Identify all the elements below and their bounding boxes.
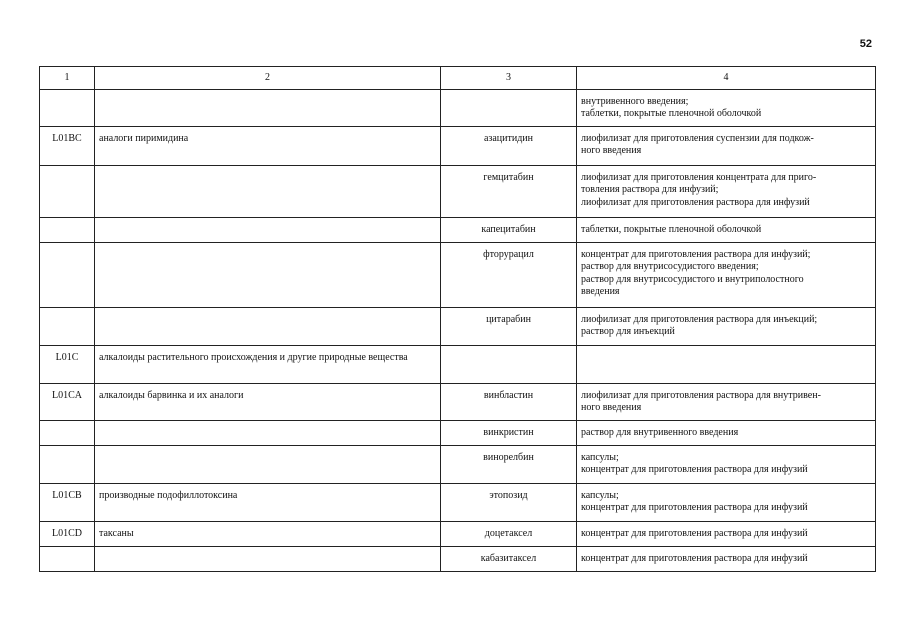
atc-code-cell: L01CD xyxy=(40,521,95,546)
drug-name-cell: винорелбин xyxy=(441,445,577,483)
dosage-form-line: раствор для инъекций xyxy=(581,326,675,337)
drug-name-cell: фторурацил xyxy=(441,242,577,307)
atc-code-cell xyxy=(40,217,95,242)
pharm-group-cell xyxy=(95,546,441,571)
dosage-form-line: таблетки, покрытые пленочной оболочкой xyxy=(581,223,762,235)
dosage-forms-cell xyxy=(577,217,876,242)
dosage-forms-cell xyxy=(577,383,876,420)
pharm-group-cell xyxy=(95,242,441,307)
dosage-forms-cell xyxy=(577,165,876,217)
dosage-forms-cell xyxy=(577,445,876,483)
drug-name-cell: винкристин xyxy=(441,420,577,445)
dosage-form-line: лиофилизат для приготовления раствора для инфузий xyxy=(581,196,810,208)
drug-name-cell xyxy=(441,89,577,126)
atc-code-cell xyxy=(40,242,95,307)
atc-code-cell xyxy=(40,546,95,571)
pharm-group-cell xyxy=(95,165,441,217)
dosage-form-line: раствор для внутривенного введения xyxy=(581,426,739,438)
drug-name-cell xyxy=(441,345,577,383)
dosage-forms-cell xyxy=(577,89,876,126)
dosage-forms-cell xyxy=(577,521,876,546)
dosage-form-line: концентрат для приготовления раствора для инфузий xyxy=(581,552,808,564)
header-col-1: 1 xyxy=(40,67,95,90)
table-row xyxy=(40,345,876,383)
drug-name-cell: винбластин xyxy=(441,383,577,420)
table-row xyxy=(40,483,876,521)
drug-name-cell: гемцитабин xyxy=(441,165,577,217)
dosage-form-line: капсулы; xyxy=(581,489,619,501)
table-row xyxy=(40,217,876,242)
drug-name-cell: цитарабин xyxy=(441,307,577,345)
dosage-form-line: лиофилизат для приготовления суспензии для подкож- xyxy=(581,132,814,144)
pharm-group-cell xyxy=(95,89,441,126)
pharm-group-cell: производные подофиллотоксина xyxy=(95,483,441,521)
table-body xyxy=(40,89,876,571)
pharm-group-cell xyxy=(95,307,441,345)
dosage-forms-cell xyxy=(577,126,876,165)
table-row xyxy=(40,242,876,307)
dosage-form-line: раствор для внутрисосудистого и внутриполостного xyxy=(581,273,804,285)
table-row xyxy=(40,126,876,165)
atc-code-cell: L01CA xyxy=(40,383,95,420)
drug-name-cell: кабазитаксел xyxy=(441,546,577,571)
pharm-group-cell: таксаны xyxy=(95,521,441,546)
drug-name-cell: этопозид xyxy=(441,483,577,521)
table-row xyxy=(40,445,876,483)
atc-code-cell xyxy=(40,89,95,126)
dosage-forms-cell xyxy=(577,345,876,383)
table-row xyxy=(40,165,876,217)
dosage-forms-cell xyxy=(577,483,876,521)
page-number: 52 xyxy=(859,38,872,50)
pharm-group-cell xyxy=(95,217,441,242)
dosage-forms-cell xyxy=(577,307,876,345)
dosage-forms-cell xyxy=(577,242,876,307)
dosage-form-line: ного введения xyxy=(581,145,642,156)
dosage-form-line: концентрат для приготовления раствора для инфузий; xyxy=(581,248,811,260)
dosage-form-line: таблетки, покрытые пленочной оболочкой xyxy=(581,108,762,119)
dosage-form-line: лиофилизат для приготовления раствора для инъекций; xyxy=(581,313,818,325)
dosage-form-line: концентрат для приготовления раствора для инфузий xyxy=(581,527,808,539)
drug-name-cell: капецитабин xyxy=(441,217,577,242)
dosage-form-line: товления раствора для инфузий; xyxy=(581,184,719,195)
pharm-group-cell: аналоги пиримидина xyxy=(95,126,441,165)
dosage-form-line: лиофилизат для приготовления раствора для внутривен- xyxy=(581,389,821,401)
header-col-4: 4 xyxy=(577,67,876,90)
pharm-group-cell xyxy=(95,420,441,445)
table-row xyxy=(40,546,876,571)
table-row xyxy=(40,420,876,445)
table-row xyxy=(40,521,876,546)
drug-name-cell: доцетаксел xyxy=(441,521,577,546)
dosage-form-line: лиофилизат для приготовления концентрата для приго- xyxy=(581,171,817,183)
atc-code-cell: L01C xyxy=(40,345,95,383)
table-row xyxy=(40,383,876,420)
atc-code-cell: L01CB xyxy=(40,483,95,521)
dosage-forms-cell xyxy=(577,420,876,445)
dosage-form-line: концентрат для приготовления раствора для инфузий xyxy=(581,502,808,513)
dosage-form-line: раствор для внутрисосудистого введения; xyxy=(581,261,759,272)
pharm-group-cell: алкалоиды растительного происхождения и другие природные вещества xyxy=(95,345,441,383)
atc-code-cell xyxy=(40,445,95,483)
dosage-form-line: внутривенного введения; xyxy=(581,95,689,107)
dosage-form-line: капсулы; xyxy=(581,451,619,463)
atc-code-cell xyxy=(40,307,95,345)
atc-code-cell xyxy=(40,165,95,217)
atc-code-cell xyxy=(40,420,95,445)
drug-name-cell: азацитидин xyxy=(441,126,577,165)
header-col-2: 2 xyxy=(95,67,441,90)
atc-code-cell: L01BC xyxy=(40,126,95,165)
dosage-form-line: ного введения xyxy=(581,402,642,413)
drug-table xyxy=(39,66,876,572)
table-row xyxy=(40,307,876,345)
dosage-form-line: введения xyxy=(581,286,620,297)
pharm-group-cell: алкалоиды барвинка и их аналоги xyxy=(95,383,441,420)
table-row xyxy=(40,89,876,126)
dosage-forms-cell xyxy=(577,546,876,571)
pharm-group-cell xyxy=(95,445,441,483)
table-header-row xyxy=(40,67,876,90)
dosage-form-line: концентрат для приготовления раствора для инфузий xyxy=(581,464,808,475)
header-col-3: 3 xyxy=(441,67,577,90)
